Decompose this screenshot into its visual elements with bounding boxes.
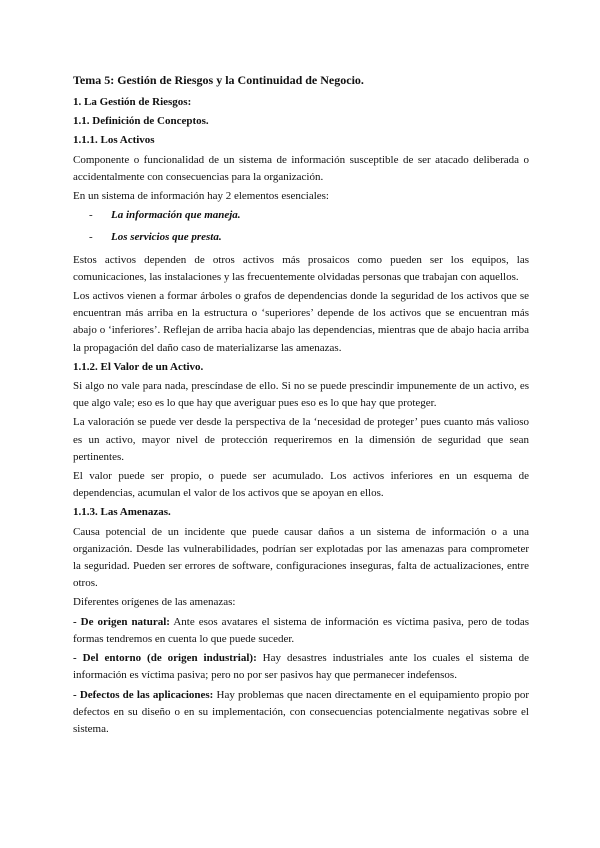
heading-1-1: 1.1. Definición de Conceptos.: [73, 115, 209, 128]
paragraph-dependencias: Estos activos dependen de otros activos más prosaicos como pueden ser los equipos, las comunicaciones, las instalaciones y las frecuentemente olvidadas personas que trabajan con aquellos.: [73, 253, 529, 283]
origen-text: Hay problemas que nacen directamente en el equipamiento propio por defectos en su diseño o en su implementación, con consecuencias potencialmente negativas sobre el sistema.: [73, 688, 529, 735]
origen-natural: [73, 614, 529, 648]
elementos-list: [73, 207, 529, 246]
paragraph-valor-3: El valor puede ser propio, o puede ser acumulado. Los activos inferiores en un esquema de dependencias, acumulan el valor de los activos que se apoyan en ellos.: [73, 470, 529, 500]
origen-label: - Defectos de las aplicaciones:: [73, 688, 214, 701]
paragraph-activos-definicion: Componente o funcionalidad de un sistema de información susceptible de ser atacado deliberada o accidentalmente con consecuencias para la organización.: [73, 153, 529, 183]
page-title: Tema 5: Gestión de Riesgos y la Continuidad de Negocio.: [73, 73, 364, 87]
heading-1-1-2: 1.1.2. El Valor de un Activo.: [73, 360, 204, 373]
heading-1-1-3: 1.1.3. Las Amenazas.: [73, 506, 171, 519]
paragraph-origenes: Diferentes orígenes de las amenazas:: [73, 596, 236, 609]
origen-label: - De origen natural:: [73, 615, 170, 628]
paragraph-valor-2: La valoración se puede ver desde la perspectiva de la ‘necesidad de proteger’ pues cuanto más valioso es un activo, mayor nivel de protección requeriremos en la dimensión de seguridad que sean pertinentes.: [73, 416, 529, 463]
list-item: - Los servicios que presta.: [73, 229, 529, 246]
origen-label: - Del entorno (de origen industrial):: [73, 652, 257, 665]
origen-aplicaciones: [73, 687, 529, 739]
paragraph-valor-1: Si algo no vale para nada, prescíndase de ello. Si no se puede prescindir impunemente de un activo, es que algo vale; eso es lo que hay que averiguar pues eso es lo que hay que proteger.: [73, 380, 529, 410]
document-content: [73, 72, 529, 740]
paragraph-elementos: En un sistema de información hay 2 elementos esenciales:: [73, 190, 329, 203]
list-item: - La información que maneja.: [73, 207, 529, 224]
heading-1: 1. La Gestión de Riesgos:: [73, 96, 192, 108]
paragraph-arboles: Los activos vienen a formar árboles o grafos de dependencias donde la seguridad de los activos que se encuentran más arriba en la estructura o ‘superiores’ depende de los activos que se encuentran más abajo o ‘inferiores’. Reflejan de arriba hacia abajo las dependencias, mientras que de abajo hacia arriba la propagación del daño caso de materializarse las amenazas.: [73, 290, 529, 354]
origen-text: Hay desastres industriales ante los cuales el sistema de información es víctima pasiva; pero no por ser pasivos hay que permanecer indefensos.: [73, 652, 529, 682]
heading-1-1-1: 1.1.1. Los Activos: [73, 134, 155, 147]
origen-entorno: [73, 650, 529, 684]
paragraph-amenazas: Causa potencial de un incidente que puede causar daños a un sistema de información o a una organización. Desde las vulnerabilidades, podrían ser explotadas por las amenazas para comprometer la seguridad. Pueden ser errores de software, configuraciones inseguras, falta de actualizaciones, entre otros.: [73, 525, 529, 590]
origen-text: Ante esos avatares el sistema de información es víctima pasiva, pero de todas formas tendremos en cuenta lo que puede suceder.: [73, 615, 529, 645]
